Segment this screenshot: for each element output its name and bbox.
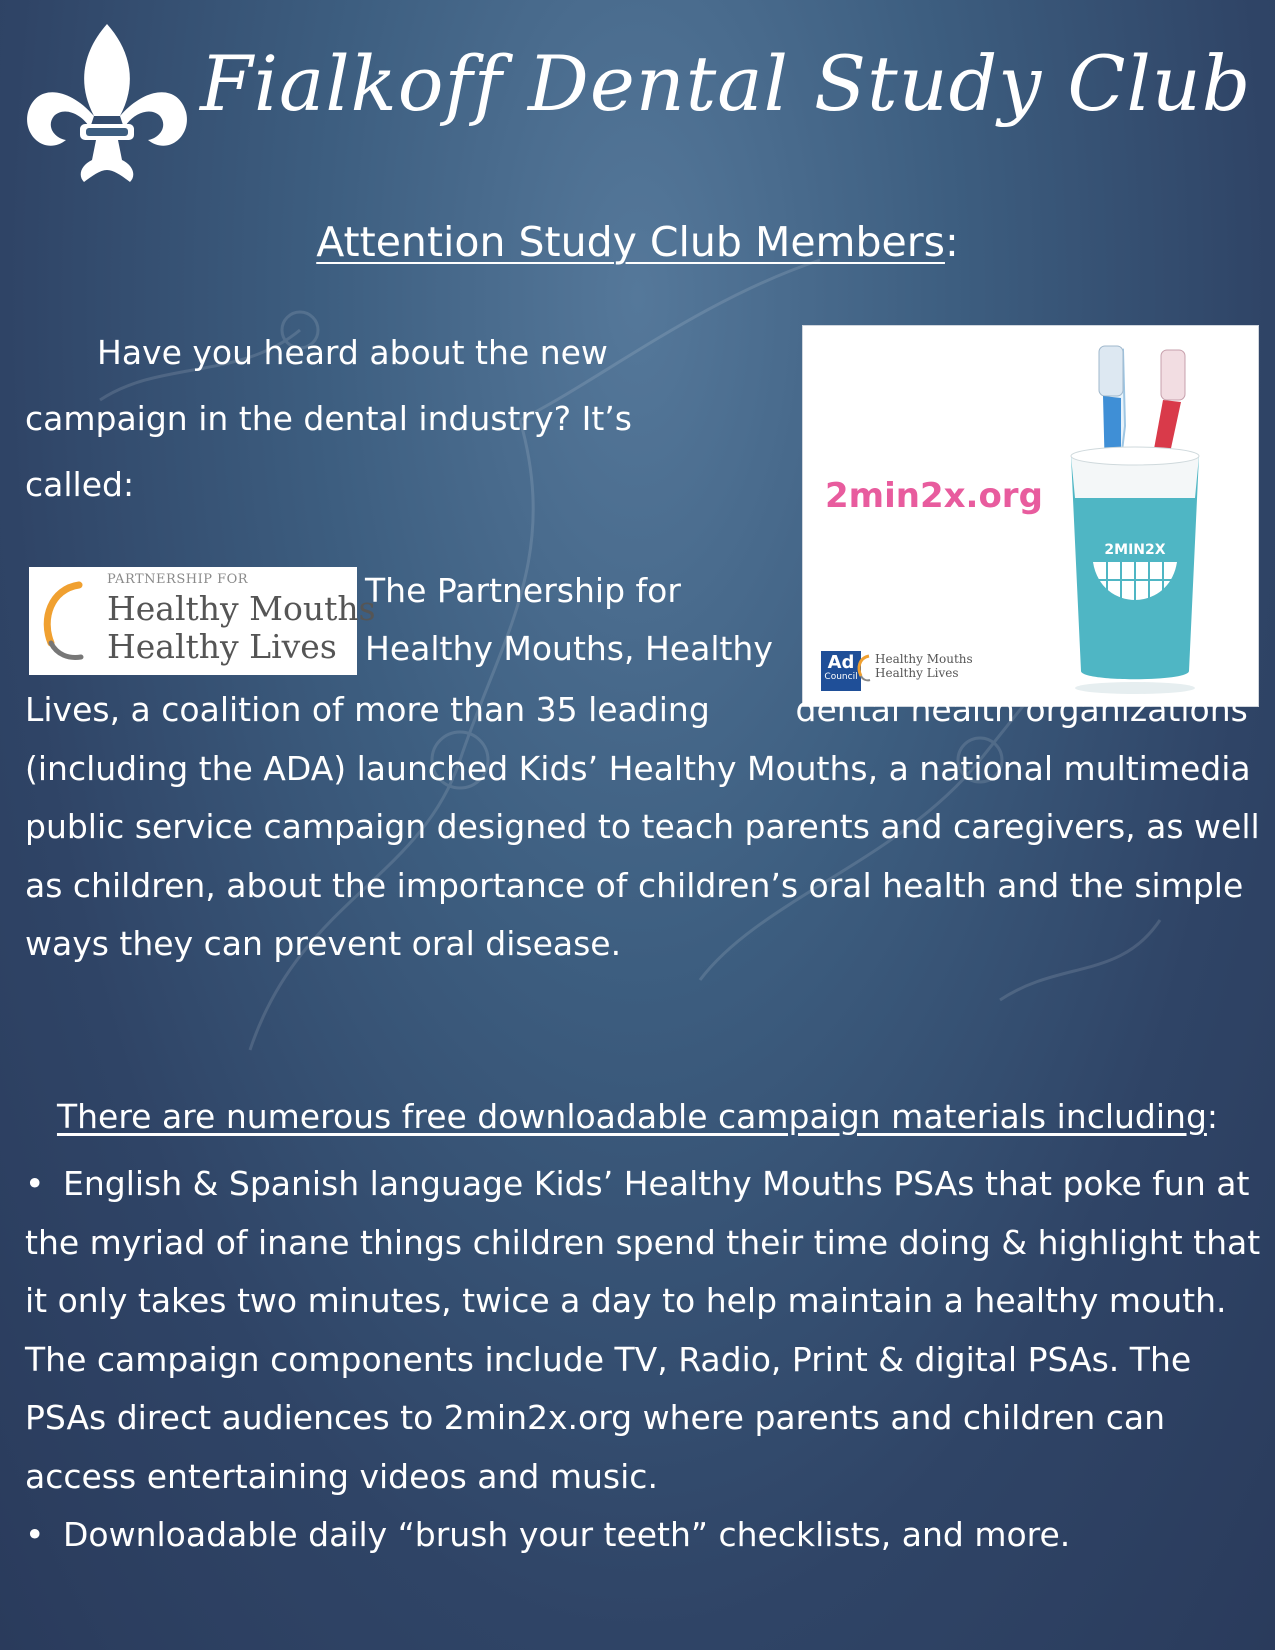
list-item: [25, 1155, 1265, 1506]
club-title: Fialkoff Dental Study Club: [200, 39, 1252, 128]
mini-partnership-logo: [875, 652, 973, 680]
paragraph-first-line: Lives, a coalition of more than 35 leading: [25, 690, 710, 729]
paragraph-main-text: [25, 681, 1265, 974]
healthy-mouths-logo: [29, 567, 376, 675]
mini-logo-line1: Healthy Mouths: [875, 652, 973, 666]
materials-heading: [0, 1097, 1275, 1136]
materials-list: [25, 1155, 1265, 1565]
fleur-de-lis-icon: [22, 20, 192, 185]
intro-body: Have you heard about the new campaign in the dental industry? It’s called:: [25, 333, 632, 504]
ad-council-top: Ad: [827, 652, 855, 673]
logo-line-1: Healthy Mouths: [107, 589, 376, 628]
logo-line-2: Healthy Lives: [107, 627, 337, 666]
bullet-icon: •: [25, 1515, 45, 1554]
cup-label: 2MIN2X: [1104, 542, 1166, 558]
paragraph-side-text: The Partnership for Healthy Mouths, Healthy: [365, 571, 773, 668]
attention-heading-text: Attention Study Club Members: [316, 218, 945, 266]
attention-heading-colon: :: [944, 218, 959, 266]
bullet-icon: •: [25, 1164, 45, 1203]
campaign-image: [802, 325, 1259, 707]
paragraph-rest: dental health organizations (including the ADA) launched Kids’ Healthy Mouths, a national multimedia public service campaign designed to teach parents and caregivers, as well as children, about the importance of children’s oral health and the simple ways they can prevent oral disease.: [25, 690, 1260, 963]
attention-heading: [0, 218, 1275, 266]
list-item-text: English & Spanish language Kids’ Healthy Mouths PSAs that poke fun at the myriad of inane things children spend their time doing & highlight that it only takes two minutes, twice a day to help maintain a healthy mouth. The campaign components include TV, Radio, Print & digital PSAs. The PSAs direct audiences to 2min2x.org where parents and children can access entertaining videos and music.: [25, 1164, 1261, 1496]
list-item-text: Downloadable daily “brush your teeth” checklists, and more.: [63, 1515, 1071, 1554]
toothbrush-cup-icon: [803, 326, 1258, 706]
list-item: [25, 1506, 1265, 1565]
materials-heading-colon: :: [1206, 1097, 1219, 1136]
ad-council-bottom: Council: [824, 672, 858, 682]
mini-logo-line2: Healthy Lives: [875, 666, 959, 680]
campaign-url: 2min2x.org: [825, 476, 1043, 516]
partnership-small-text: PARTNERSHIP FOR: [107, 572, 249, 587]
partnership-ring-icon: [37, 579, 87, 663]
intro-text: [25, 320, 745, 518]
materials-heading-text: There are numerous free downloadable campaign materials including: [56, 1097, 1207, 1136]
mini-ring-icon: [855, 654, 873, 682]
header: [22, 20, 1252, 190]
